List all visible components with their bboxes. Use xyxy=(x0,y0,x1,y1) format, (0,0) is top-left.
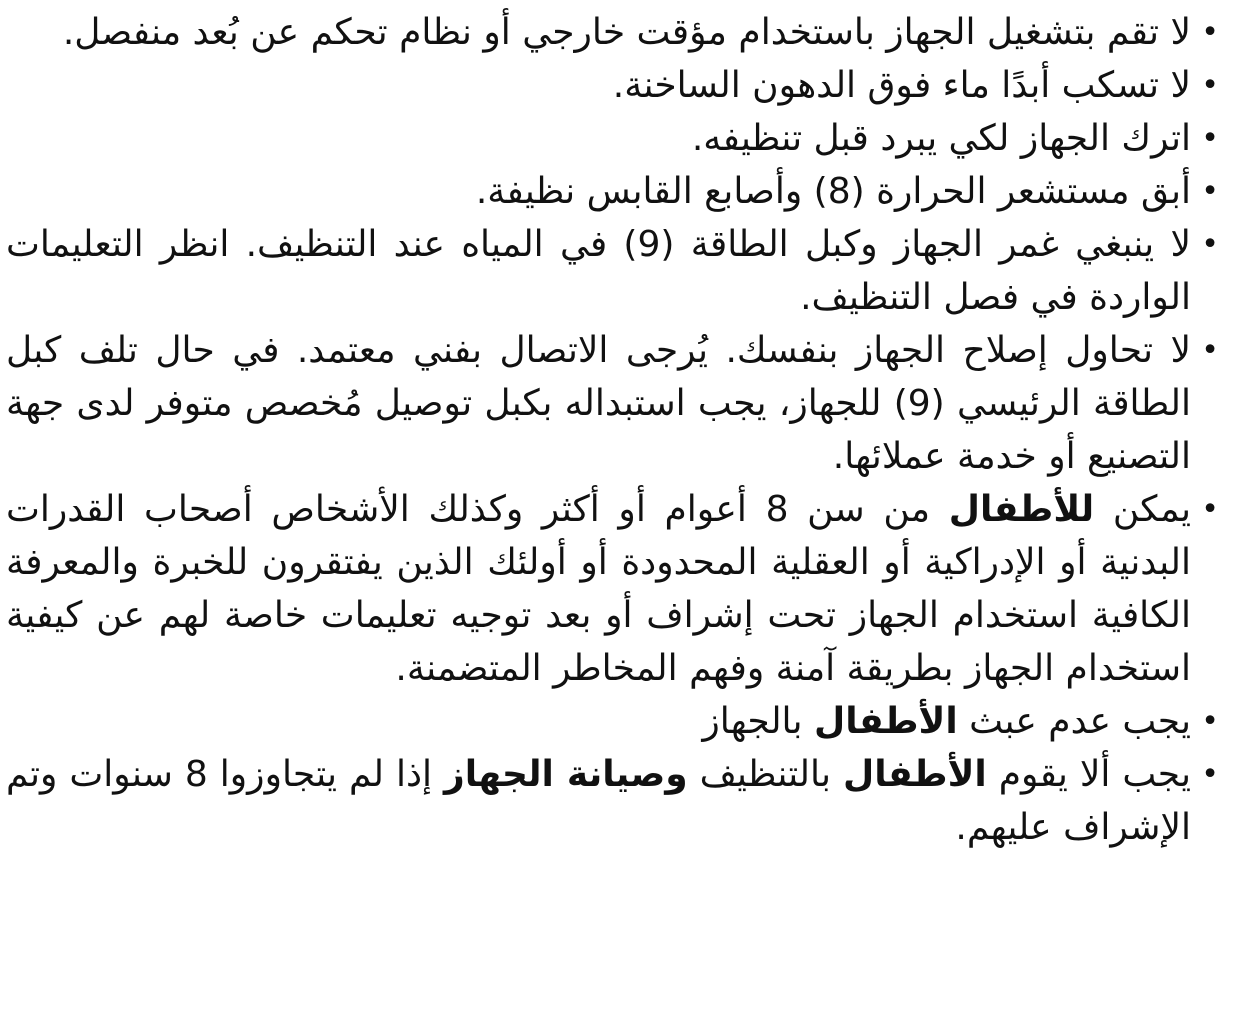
item-text: اترك الجهاز لكي يبرد قبل تنظيفه. xyxy=(691,118,1191,159)
item-text: يجب عدم عبث xyxy=(957,701,1191,742)
list-item-children-clean xyxy=(6,748,1221,854)
bullet-icon: • xyxy=(1201,15,1219,50)
bullet-icon: • xyxy=(1201,757,1219,792)
bullet-icon: • xyxy=(1201,121,1219,156)
item-text: أبق مستشعر الحرارة (8) وأصابع القابس نظيفة. xyxy=(475,171,1191,212)
list-item-children-use xyxy=(6,483,1221,695)
list-item-immerse xyxy=(6,218,1221,324)
item-text: لا تقم بتشغيل الجهاز باستخدام مؤقت خارجي أو نظام تحكم عن بُعد منفصل. xyxy=(62,12,1191,53)
item-text: لا ينبغي غمر الجهاز وكبل الطاقة (9) في المياه عند التنظيف. انظر التعليمات الواردة في فصل التنظيف. xyxy=(6,224,1191,318)
bullet-icon: • xyxy=(1201,492,1219,527)
bullet-icon: • xyxy=(1201,333,1219,368)
item-text: من سن 8 أعوام أو أكثر وكذلك الأشخاص أصحاب القدرات البدنية أو الإدراكية أو العقلية المحدودة أو أولئك الذين يفتقرون للخبرة والمعرفة الكافية استخدام الجهاز تحت إشراف أو بعد توجيه تعليمات خاصة لهم عن كيفية استخدام الجهاز بطريقة آمنة وفهم المخاطر المتضمنة. xyxy=(6,489,1191,689)
list-item-water xyxy=(6,59,1221,112)
bullet-icon: • xyxy=(1201,227,1219,262)
emphasized-text: للأطفال xyxy=(948,489,1095,530)
bullet-icon: • xyxy=(1201,704,1219,739)
item-text: لا تحاول إصلاح الجهاز بنفسك. يُرجى الاتصال بفني معتمد. في حال تلف كبل الطاقة الرئيسي (9) للجهاز، يجب استبداله بكبل توصيل مُخصص متوفر لدى جهة التصنيع أو خدمة عملائها. xyxy=(6,330,1191,477)
list-item-children-play xyxy=(6,695,1221,748)
emphasized-text: الأطفال xyxy=(843,754,987,795)
item-text: يمكن xyxy=(1094,489,1191,530)
safety-instructions-list xyxy=(6,6,1221,854)
item-text: بالجهاز xyxy=(702,701,814,742)
bullet-icon: • xyxy=(1201,174,1219,209)
emphasized-text: وصيانة الجهاز xyxy=(444,754,688,795)
emphasized-text: الأطفال xyxy=(813,701,958,742)
list-item-cool xyxy=(6,112,1221,165)
list-item-repair xyxy=(6,324,1221,483)
item-text: يجب ألا يقوم xyxy=(986,754,1191,795)
list-item-remote xyxy=(6,6,1221,59)
list-item-sensor xyxy=(6,165,1221,218)
bullet-icon: • xyxy=(1201,68,1219,103)
item-text: إذا لم يتجاوزوا 8 سنوات وتم الإشراف عليهم. xyxy=(6,754,1191,848)
item-text: بالتنظيف xyxy=(687,754,844,795)
item-text: لا تسكب أبدًا ماء فوق الدهون الساخنة. xyxy=(612,65,1191,106)
